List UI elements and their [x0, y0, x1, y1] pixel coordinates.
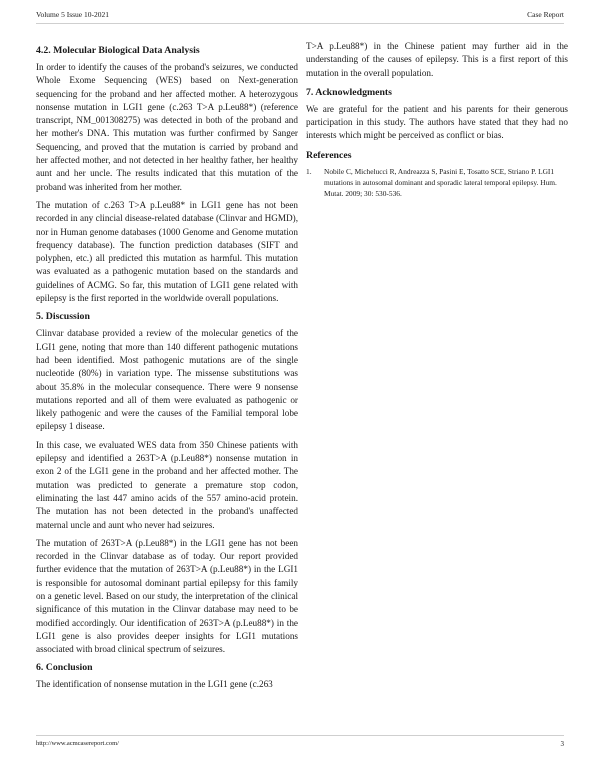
paragraph: In order to identify the causes of the proband's seizures, we conducted Whole Exome Sequencing (WES) based on Next-generation sequencing for the proband and her affected mother. A heterozygous nonsense mutation in LGI1 gene (c.263 T>A p.Leu88*) (reference transcript, NM_001308275) was detected in both of the proband and her mother's DNA. This mutation was further confirmed by Sanger Sequencing, and proved that the mutation is carried by proband and her affected mother, and not detected in her healthy father, her healthy aunt and her uncle. The results indicated that this mutation of the proband was inherited from her mother.	[36, 62, 298, 192]
article-type: Case Report	[527, 10, 564, 19]
footer-rule	[36, 735, 564, 736]
section-heading-conclusion: 6. Conclusion	[36, 662, 93, 674]
section-heading-acknowledgments: 7. Acknowledgments	[306, 86, 393, 98]
paragraph: The mutation of 263T>A (p.Leu88*) in the LGI1 gene has not been recorded in the Clinvar database as of today. Our report provided further evidence that the mutation of 263T>A (p.Leu88*) in the LGI1 is responsible for autosomal dominant partial epilepsy for this family on a genetic level. Based on our study, the interpretation of the clinical significance of this mutation in the Clinvar database may need to be modified accordingly. Our identification of 263T>A (p.Leu88*) in the LGI1 gene is also provides deeper insights for LGI1 mutations associated with broad clinical spectrum of seizures.	[36, 537, 298, 655]
paragraph: The mutation of c.263 T>A p.Leu88* in LGI1 gene has not been recorded in any clincial disease-related database (Clinvar and HGMD), nor in Human genome databases (1000 Genome and Genome mutation frequency database). The function prediction databases (SIFT and polyphen, etc.) all predicted this mutation as harmful. This mutation was evaluated as a pathogenic mutation based on the standards and guidelines of ACMG. So far, this mutation of LGI1 gene related with epilepsy is the first reported in the worldwide overall populations.	[36, 199, 298, 304]
section-heading-discussion: 5. Discussion	[36, 311, 90, 323]
reference-list	[306, 166, 568, 199]
paragraph: In this case, we evaluated WES data from 350 Chinese patients with epilepsy and identified a 263T>A (p.Leu88*) nonsense mutation in exon 2 of the LGI1 gene in the proband and her affected mother. The mutation was predicted to generate a premature stop codon, eliminating the last 447 amino acids of the 557 amino-acid protein. The mutation has not been detected in the proband's unaffected maternal uncle and aunt who never had seizures.	[36, 439, 298, 530]
header-rule	[36, 23, 564, 24]
journal-url[interactable]: http://www.acmcasereport.com/	[36, 740, 119, 747]
section-heading-4-2: 4.2. Molecular Biological Data Analysis	[36, 45, 200, 56]
section-heading-references: References	[306, 149, 352, 161]
journal-volume: Volume 5 Issue 10-2021	[36, 10, 109, 19]
paragraph: The identification of nonsense mutation in the LGI1 gene (c.263	[36, 679, 273, 690]
left-column	[36, 44, 298, 697]
reference-number: 1.	[306, 166, 312, 176]
page-number: 3	[560, 740, 564, 748]
reference-text: Nobile C, Michelucci R, Andreazza S, Pasini E, Tosatto SCE, Striano P. LGI1 mutations in autosomal dominant and sporadic lateral temporal epilepsy. Hum. Mutat. 2009; 30: 530-536.	[324, 166, 557, 198]
paragraph: We are grateful for the patient and his parents for their generous participation in this study. The authors have stated that they had no interests which might be perceived as conflict or bias.	[306, 103, 568, 141]
reference-item	[306, 166, 568, 199]
paragraph: T>A p.Leu88*) in the Chinese patient may further aid in the understanding of the causes of epilepsy. This is a first report of this mutation in the overall population.	[306, 41, 568, 78]
right-column	[306, 40, 568, 199]
paragraph: Clinvar database provided a review of the molecular genetics of the LGI1 gene, noting that more than 140 different pathogenic mutations had been identified. Most pathogenic mutations are of the single nucleotide (80%) in variation type. The missense substitutions was about 35.8% in the molecular consequence. There were 9 nonsense mutations reported and all of them were evaluated as pathogenic or likely pathogenic and were the causes of the Familial temporal lobe epilepsy 1 disease.	[36, 328, 298, 432]
